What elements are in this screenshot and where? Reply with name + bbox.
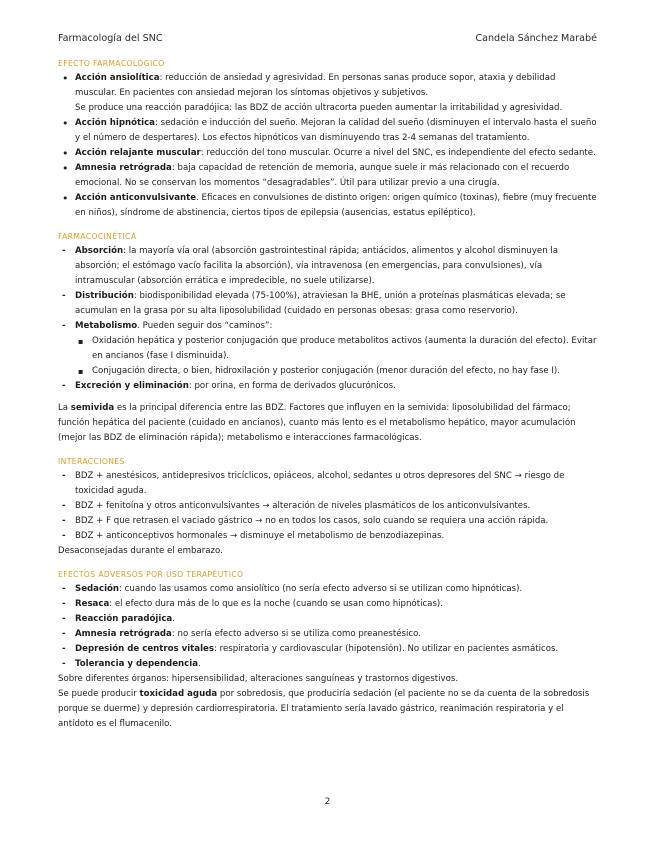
paragraph-semivida (58, 401, 598, 446)
dash-icon (62, 499, 66, 514)
term: Metabolismo (75, 321, 138, 331)
term: Acción hipnótica (75, 118, 155, 128)
item-text: : la mayoría vía oral (absorción gastrointestinal rápida; antiácidos, alimentos y alcohol disminuyen la absorción; el estómago vacío facilita la absorción), vía intravenosa (en emergencias, para convulsiones), vía intramuscular (absorción errática e impredecible, no suele utilizarse). (75, 246, 559, 286)
dash-icon (62, 657, 66, 672)
dash-icon (62, 469, 66, 484)
page-number: 2 (324, 797, 331, 807)
list-item (58, 161, 598, 191)
bullet-icon (62, 191, 69, 208)
sub-list-item (58, 334, 598, 364)
item-text: : no sería efecto adverso si se utiliza como preanestésico. (171, 629, 421, 639)
dash-icon (62, 627, 66, 642)
item-text: : cuando las usamos como ansiolítico (no sería efecto adverso si se utilizan como hipnóticas). (119, 584, 523, 594)
item-text: es la principal diferencia entre las BDZ. Factores que influyen en la semivida: liposolubilidad del fármaco; función hepática del paciente (cuidado en ancianos), cuanto más lento es el metabolismo hepático, mayor acumulación (mejor las BDZ de eliminación rápida); metabolismo e interacciones farmacológicas. (58, 403, 576, 443)
item-text: : reducción de ansiedad y agresividad. En personas sanas produce sopor, ataxia y debilidad muscular. En pacientes con ansiedad mejoran los síntomas objetivos y subjetivos. (75, 73, 556, 98)
dash-icon (62, 612, 66, 627)
dash-icon (62, 319, 66, 334)
section-title-farmacocinetica: FARMACOCINÉTICA (58, 232, 137, 241)
list-item (58, 514, 598, 529)
item-text: por sobredosis, que produciría sedación (el paciente no se da cuenta de la sobredosis porque se duerme) y depresión cardiorrespiratoria. El tratamiento sería lavado gástrico, reanimación respiratoria y el antídoto es el flumacenilo. (58, 689, 590, 729)
list-item (58, 582, 598, 597)
text-pre: La (58, 403, 71, 413)
list-item (58, 244, 598, 289)
item-text: BDZ + fenitoína y otros anticonvulsivantes → alteración de niveles plasmáticos de los anticonvulsivantes. (75, 501, 531, 511)
term: Amnesia retrógrada (75, 163, 172, 173)
term: Sedación (75, 584, 120, 594)
section-title-efecto: EFECTO FARMACOLÓGICO (58, 59, 165, 68)
dash-icon (62, 244, 66, 259)
item-text: : respiratoria y cardiovascular (hipotensión). No utilizar en pacientes asmáticos. (213, 644, 559, 654)
text-pre: Se puede producir (58, 689, 140, 699)
note-embarazo: Desaconsejadas durante el embarazo. (58, 546, 223, 556)
section-title-adversos: EFECTOS ADVERSOS POR USO TERAPÉUTICO (58, 570, 244, 579)
list-item (58, 191, 598, 221)
list-item (58, 642, 598, 657)
item-text: Conjugación directa, o bien, hidroxilación y posterior conjugación (menor duración del efecto, no hay fase I). (92, 366, 560, 376)
item-text: BDZ + anticonceptivos hormonales → disminuye el metabolismo de benzodiazepinas. (75, 531, 445, 541)
dash-icon (62, 379, 66, 394)
term: Amnesia retrógrada (75, 629, 172, 639)
item-text: . Eficaces en convulsiones de distinto origen: origen químico (toxinas), fiebre (muy frecuente en niños), síndrome de abstinencia, ciertos tipos de epilepsia (ausencias, estatus epiléptico). (75, 193, 597, 218)
square-bullet-icon (78, 364, 83, 380)
term: Distribución (75, 291, 134, 301)
section-title-interacciones: INTERACCIONES (58, 457, 125, 466)
square-bullet-icon (78, 334, 83, 350)
term: Absorción (75, 246, 124, 256)
dash-icon (62, 597, 66, 612)
note-toxicidad (58, 687, 598, 732)
item-text: BDZ + anestésicos, antidepresivos tricíclicos, opiáceos, alcohol, sedantes u otros depresores del SNC → riesgo de toxicidad aguda. (75, 471, 565, 496)
term: Acción anticonvulsivante (75, 193, 197, 203)
list-item (58, 319, 598, 334)
item-extra: Se produce una reacción paradójica: las BDZ de acción ultracorta pueden aumentar la irritabilidad y agresividad. (75, 103, 563, 113)
list-item (58, 469, 598, 499)
header-subject: Farmacología del SNC (58, 33, 163, 44)
item-text: . (198, 659, 201, 669)
list-item (58, 379, 598, 394)
term: Depresión de centros vitales (75, 644, 214, 654)
term: Excreción y eliminación (75, 381, 189, 391)
item-text: : biodisponibilidad elevada (75-100%), atraviesan la BHE, unión a proteínas plasmáticas elevada; se acumulan en la grasa por su alta liposolubilidad (cuidado en personas obesas: grasa como reservorio). (75, 291, 566, 316)
list-item (58, 627, 598, 642)
bullet-icon (62, 116, 69, 133)
note-organos: Sobre diferentes órganos: hipersensibilidad, alteraciones sanguíneas y trastornos digestivos. (58, 674, 459, 684)
item-text: : el efecto dura más de lo que es la noche (cuando se usan como hipnóticas). (109, 599, 444, 609)
dash-icon (62, 582, 66, 597)
dash-icon (62, 529, 66, 544)
term: Acción relajante muscular (75, 148, 201, 158)
page-content (58, 58, 598, 732)
sub-list-item (58, 364, 598, 379)
item-text: . (172, 614, 175, 624)
item-text: . Pueden seguir dos “caminos”: (137, 321, 273, 331)
list-item (58, 146, 598, 161)
bullet-icon (62, 71, 69, 88)
item-text: Oxidación hepática y posterior conjugación que produce metabolitos activos (aumenta la duración del efecto). Evitar en ancianos (fase I disminuida). (92, 336, 597, 361)
term: Reacción paradójica (75, 614, 173, 624)
list-item (58, 657, 598, 672)
dash-icon (62, 514, 66, 529)
term: Acción ansiolítica (75, 73, 160, 83)
term: toxicidad aguda (139, 689, 218, 699)
list-item (58, 116, 598, 146)
item-text: : reducción del tono muscular. Ocurre a nivel del SNC, es independiente del efecto sedante. (200, 148, 596, 158)
dash-icon (62, 289, 66, 304)
term: semivida (70, 403, 115, 413)
dash-icon (62, 642, 66, 657)
item-text: : sedación e inducción del sueño. Mejoran la calidad del sueño (disminuyen el intervalo hasta el sueño y el número de despertares). Los efectos hipnóticos van disminuyendo tras 2-4 semanas del tratamiento. (75, 118, 597, 143)
item-text: BDZ + F que retrasen el vaciado gástrico → no en todos los casos, solo cuando se requiera una acción rápida. (75, 516, 549, 526)
list-item (58, 499, 598, 514)
item-text: : por orina, en forma de derivados glucurónicos. (188, 381, 396, 391)
item-text: : baja capacidad de retención de memoria, aunque suele ir más relacionado con el recuerdo emocional. No se conservan los momentos “desagradables”. Útil para utilizar previo a una cirugía. (75, 163, 570, 188)
bullet-icon (62, 161, 69, 178)
list-item (58, 529, 598, 544)
list-item (58, 597, 598, 612)
term: Tolerancia y dependencia (75, 659, 198, 669)
list-item (58, 612, 598, 627)
list-item (58, 71, 598, 116)
header-author: Candela Sánchez Marabé (475, 33, 597, 44)
term: Resaca (75, 599, 110, 609)
list-item (58, 289, 598, 319)
